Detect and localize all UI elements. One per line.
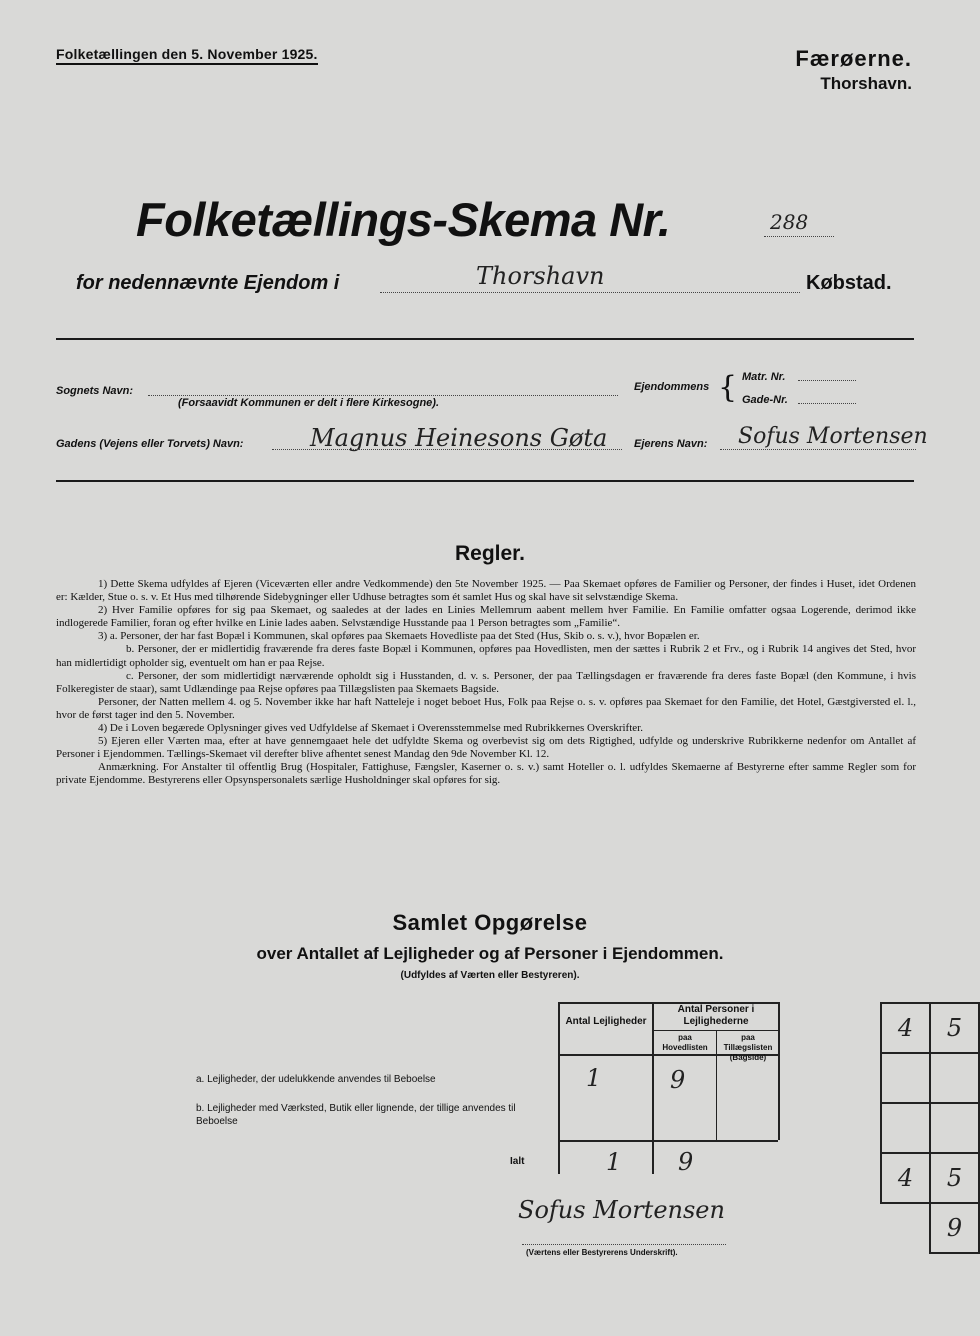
gade-nr-label: Gade-Nr.	[742, 394, 788, 406]
signature-label: (Værtens eller Bestyrerens Underskrift).	[526, 1248, 678, 1257]
property-town-value: Thorshavn	[476, 262, 605, 290]
property-town-line	[380, 292, 800, 293]
rule-paragraph: b. Personer, der er midlertidig fraværende fra deres faste Bopæl i Kommunen, opføres paa Hovedlisten, men der sættes i Rubrik 2 et Frv., og i Rubrik 14 angives det Sted, hvor han midlertidigt opholder sig, eventuelt om han er paa Rejse.	[56, 643, 916, 669]
sogn-note: (Forsaavidt Kommunen er delt i flere Kirkesogne).	[178, 397, 440, 409]
tally-cell	[930, 1053, 979, 1103]
gade-line	[272, 449, 622, 450]
rules-title: Regler.	[454, 542, 526, 565]
gade-label: Gadens (Vejens eller Torvets) Navn:	[56, 438, 244, 450]
rule-paragraph: 5) Ejeren eller Værten maa, efter at have gennemgaaet hele det udfyldte Skema og overbevist sig om dets Rigtighed, udfylde og underskrive Rubrikkerne nedenfor om Antallet af Personer i Ejendommen. Tællings-Skemaet vil derefter blive afhentet senest Mandag den 9de November Kl. 12.	[56, 735, 916, 761]
col-hoved-header: paa Hovedlisten	[662, 1033, 708, 1052]
ejendom-label: Ejendommens	[634, 381, 710, 393]
rule-paragraph: Anmærkning. For Anstalter til offentlig Brug (Hospitaler, Fattighuse, Fængsler, Kaserner o. s. v.) samt Hoteller o. l. udfyldes Skemaerne af Bestyrerne efter samme Regler som for private Ejendomme. Bestyrerens eller Opsynspersonalets særlige Husholdninger skal opføres for sig.	[56, 761, 916, 787]
col-personer-header: Antal Personer i Lejlighederne	[677, 1004, 755, 1027]
tally-cell: 4	[881, 1003, 930, 1053]
ejer-line	[720, 449, 916, 450]
tally-cell: 5	[930, 1003, 979, 1053]
divider-middle	[56, 480, 914, 482]
ialt-lejligheder: 1	[606, 1148, 622, 1176]
town-heading: Thorshavn.	[820, 74, 912, 93]
ejendom-brace: {	[718, 370, 738, 405]
summary-vline-2	[652, 1002, 654, 1174]
census-date-heading: Folketællingen den 5. November 1925.	[56, 46, 318, 65]
ejer-value: Sofus Mortensen	[738, 424, 928, 449]
rule-paragraph: Personer, der Natten mellem 4. og 5. November ikke har haft Natteleje i noget beboet Hus, Folk paa Rejse o. s. v. opføres paa Skemaet for den Familie, det Hotel, Gæstgiversted el. l., hvor de først tager ind den 5. November.	[56, 695, 916, 721]
gade-value: Magnus Heinesons Gøta	[310, 424, 608, 452]
sogn-line	[148, 395, 618, 396]
tally-cell-empty	[881, 1203, 930, 1253]
tally-cell: 4	[881, 1153, 930, 1203]
faroe-heading: Færøerne.	[795, 46, 912, 71]
divider-top	[56, 338, 914, 340]
kobstad-label: Købstad.	[806, 272, 892, 294]
form-number-line	[764, 236, 834, 237]
row-a-hoved: 9	[670, 1066, 686, 1094]
form-title: Folketællings-Skema Nr.	[136, 193, 671, 246]
tally-cell	[881, 1053, 930, 1103]
summary-subtitle: over Antallet af Lejligheder og af Personer i Ejendommen.	[256, 944, 724, 963]
summary-subheader-line	[654, 1030, 778, 1031]
summary-vline-4	[778, 1002, 780, 1140]
matr-label: Matr. Nr.	[742, 371, 786, 383]
tally-cell: 5	[930, 1153, 979, 1203]
rule-paragraph: 2) Hver Familie opføres for sig paa Skemaet, og saaledes at der lades en Linies Mellemrum aabent mellem hver Familie. En Familie omfatter ogsaa Logerende, derimod ikke indlogerede Familier, foran og efter hvilke en Linie lades aaben. Selvstændige Husstande paa 1 Person betragtes som „Familie“.	[56, 604, 916, 630]
row-b-label: b. Lejligheder med Værksted, Butik eller lignende, der tillige anvendes til Beboelse	[196, 1103, 516, 1127]
rule-paragraph: c. Personer, der som midlertidigt nærværende opholdt sig i Husstanden, d. v. s. Personer, der paa Tællingsdagen er fraværende fra deres faste Bopæl (den Kommune, i hvis Folkeregister de staar), samt Udlændinge paa Rejse opføres paa Tillægslisten paa Skemaets Bagside.	[56, 669, 916, 695]
matr-line	[798, 380, 856, 381]
ejer-label: Ejerens Navn:	[634, 438, 708, 450]
rules-text	[56, 578, 916, 788]
ialt-hoved: 9	[678, 1148, 694, 1176]
col-lejligheder-header: Antal Lejligheder	[565, 1016, 647, 1027]
sogn-label: Sognets Navn:	[56, 385, 134, 397]
col-tillaeg-header: paa Tillægslisten (Bagside)	[723, 1033, 773, 1062]
tally-cell	[930, 1103, 979, 1153]
property-label: for nedennævnte Ejendom i	[76, 272, 340, 294]
side-tally-grid	[880, 1002, 980, 1254]
tally-cell: 9	[930, 1203, 979, 1253]
tally-cell	[881, 1103, 930, 1153]
rule-paragraph: 3) a. Personer, der har fast Bopæl i Kommunen, skal opføres paa Skemaets Hovedliste paa det Sted (Hus, Skib o. s. v.), hvor Bopælen er.	[98, 630, 700, 643]
form-number: 288	[770, 210, 809, 234]
ialt-label: Ialt	[510, 1156, 525, 1167]
rule-paragraph: 1) Dette Skema udfyldes af Ejeren (Viceværten eller andre Vedkommende) den 5te November 1925. — Paa Skemaet opføres de Familier og Personer, der findes i Huset, idet Ordenen er: Kælder, Stue o. s. v. Et Hus med tilhørende Sidebygninger eller Udhuse betragtes som ét samlet Hus og skal have sit selvstændige Skema.	[56, 578, 916, 604]
row-a-label: a. Lejligheder, der udelukkende anvendes til Beboelse	[196, 1074, 436, 1085]
summary-note: (Udfyldes af Værten eller Bestyreren).	[400, 970, 580, 981]
gade-nr-line	[798, 403, 856, 404]
location-heading	[795, 46, 912, 94]
row-a-lejligheder: 1	[586, 1064, 602, 1092]
summary-ialt-line	[558, 1140, 778, 1142]
summary-title: Samlet Opgørelse	[392, 910, 588, 935]
summary-vline-3	[716, 1030, 717, 1140]
signature-value: Sofus Mortensen	[518, 1196, 725, 1224]
rule-paragraph: 4) De i Loven begærede Oplysninger gives ved Udfyldelse af Skemaet i Overensstemmelse med Rubrikkernes Overskrifter.	[98, 722, 643, 735]
summary-vline-1	[558, 1002, 560, 1174]
signature-line	[522, 1244, 726, 1245]
